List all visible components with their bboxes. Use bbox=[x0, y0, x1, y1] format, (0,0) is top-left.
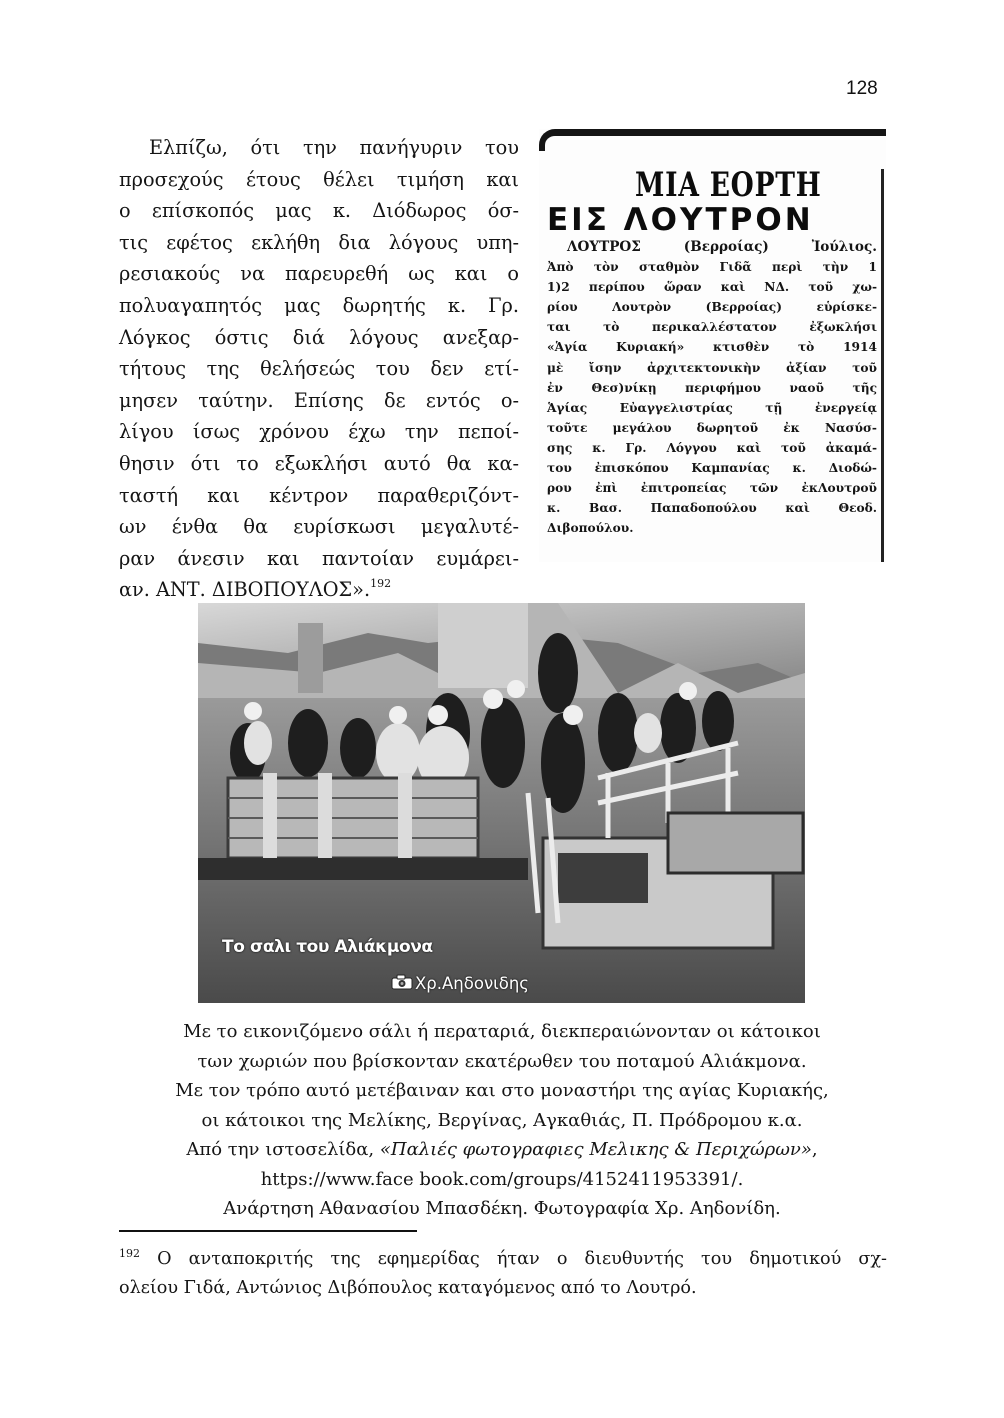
clipping-line: κ. Βασ. Παπαδοπούλου καὶ Θεοδ. bbox=[547, 501, 877, 516]
body-line-last bbox=[119, 574, 519, 606]
caption-source-title: «Παλιές φωτογραφιες Μελικης & Περιχώρων» bbox=[379, 1139, 812, 1160]
body-line: ταστή και κέντρον παραθεριζόντ- bbox=[119, 483, 519, 507]
page-number: 128 bbox=[846, 78, 878, 99]
ferry-photo bbox=[198, 603, 805, 1003]
clipping-line: 1)2 περίπου ὥραν καὶ ΝΔ. τοῦ χω- bbox=[547, 280, 877, 295]
body-line: πολυαγαπητός μας δωρητής κ. Γρ. bbox=[119, 293, 519, 317]
caption-source-line bbox=[100, 1135, 904, 1165]
clipping-headline: ΜΙΑ ΕΟΡΤΗ bbox=[635, 165, 822, 205]
caption-source-suffix: , bbox=[811, 1139, 818, 1160]
body-line: Ελπίζω, ότι την πανήγυριν του bbox=[149, 136, 519, 159]
body-line: Λόγκος όστις διά λόγους ανεξαρ- bbox=[119, 325, 519, 349]
clipping-line: ρου ἐπὶ ἐπιτροπείας τῶν ἐκΛουτροῦ bbox=[547, 481, 877, 496]
footnote-line bbox=[119, 1245, 887, 1274]
clipping-line: Ἁγίας Εὐαγγελιστρίας τῇ ἐνεργείᾳ bbox=[547, 400, 877, 415]
photo-credit bbox=[391, 974, 529, 993]
caption-url[interactable]: https://www.face book.com/groups/4152411953391/. bbox=[260, 1168, 744, 1190]
photo-overlay-caption: Το σαλι του Αλιάκμονα bbox=[222, 937, 433, 957]
footnote-line: ολείου Γιδά, Αντώνιος Διβόπουλος καταγόμενος από το Λουτρό. bbox=[119, 1278, 697, 1298]
body-line: προσεχούς έτους θέλει τιμήση και bbox=[119, 167, 519, 191]
body-text bbox=[119, 132, 519, 606]
caption-line: των χωριών που βρίσκονταν εκατέρωθεν του ποταμού Αλιάκμονα. bbox=[197, 1050, 807, 1072]
clipping-line: τοῦτε μεγάλου δωρητοῦ ἐκ Νασύσ- bbox=[547, 420, 877, 435]
clipping-column-rule bbox=[881, 169, 884, 562]
clipping-line: μὲ ἴσην ἀρχιτεκτονικὴν ἀξίαν τοῦ bbox=[547, 360, 877, 375]
caption-line: Ανάρτηση Αθανασίου Μπασδέκη. Φωτογραφία Χρ. Αηδονίδη. bbox=[223, 1198, 781, 1219]
body-line: μησεν ταύτην. Επίσης δε εντός ο- bbox=[119, 388, 519, 412]
camera-icon bbox=[391, 976, 413, 992]
body-line: ο επίσκοπός μας κ. Διόδωρος όσ- bbox=[119, 199, 519, 223]
clipping-line: ἐν Θεσ)νίκῃ περιφήμου ναοῦ τῆς bbox=[547, 380, 877, 395]
footnote-number: 192 bbox=[119, 1247, 140, 1260]
clipping-subheadline: ΕΙΣ ΛΟΥΤΡΟΝ bbox=[547, 202, 814, 238]
clipping-line: ΛΟΥΤΡΟΣ (Βερροίας) Ἰούλιος. bbox=[567, 239, 877, 255]
body-line: τήτους της θελήσεώς του δεν ετί- bbox=[119, 357, 519, 381]
clipping-line: σης κ. Γρ. Λόγγου καὶ τοῦ ἀκαμά- bbox=[547, 440, 877, 455]
clipping-line: Ἀπὸ τὸν σταθμὸν Γιδᾶ περὶ τὴν 1 bbox=[547, 260, 877, 275]
clipping-line: «Ἁγία Κυριακή» κτισθὲν τὸ 1914 bbox=[547, 340, 877, 355]
clipping-border bbox=[539, 129, 886, 151]
caption-line: Με το εικονιζόμενο σάλι ή περαταριά, διεκπεραιώνονταν οι κάτοικοι bbox=[183, 1021, 821, 1042]
body-line: ων ένθα θα ευρίσκωσι μεγαλυτέ- bbox=[119, 515, 519, 539]
body-line: τις εφέτος εκλήθη δια λόγους υπη- bbox=[119, 230, 519, 254]
caption-line: Με τον τρόπο αυτό μετέβαιναν και στο μοναστήρι της αγίας Κυριακής, bbox=[175, 1080, 829, 1101]
footnote bbox=[119, 1245, 887, 1303]
photo-credit-text: Χρ.Αηδονιδης bbox=[415, 974, 529, 993]
caption-source-prefix: Από την ιστοσελίδα, bbox=[186, 1139, 380, 1160]
newspaper-clipping bbox=[539, 129, 886, 562]
body-line: ρεσιακούς να παρευρεθή ως και ο bbox=[119, 262, 519, 286]
caption-line: οι κάτοικοι της Μελίκης, Βεργίνας, Αγκαθιάς, Π. Πρόδρομου κ.α. bbox=[201, 1109, 803, 1131]
body-line: θησιν ότι το εξωκλήσι αυτό θα κα- bbox=[119, 451, 519, 475]
clipping-line: ρίου Λουτρὸν (Βερροίας) εὑρίσκε- bbox=[547, 300, 877, 315]
body-line: λίγου ίσως χρόνου έχω την πεποί- bbox=[119, 420, 519, 444]
footnote-divider bbox=[119, 1230, 417, 1232]
clipping-line: ται τὸ περικαλλέστατον ἐξωκλήσι bbox=[547, 320, 877, 335]
clipping-line: του ἐπισκόπου Καμπανίας κ. Διοδώ- bbox=[547, 461, 877, 476]
body-line-text: αν. ΑΝΤ. ΔΙΒΟΠΟΥΛΟΣ». bbox=[119, 578, 371, 602]
body-line: ραν άνεσιν και παντοίαν ευμάρει- bbox=[119, 546, 519, 570]
figure-caption bbox=[100, 1017, 904, 1224]
footnote-text: Ο ανταποκριτής της εφημερίδας ήταν ο διευθυντής του δημοτικού σχ- bbox=[140, 1249, 887, 1269]
footnote-reference[interactable]: 192 bbox=[370, 577, 392, 591]
clipping-body bbox=[547, 237, 877, 538]
clipping-line: Διβοπούλου. bbox=[547, 521, 634, 536]
